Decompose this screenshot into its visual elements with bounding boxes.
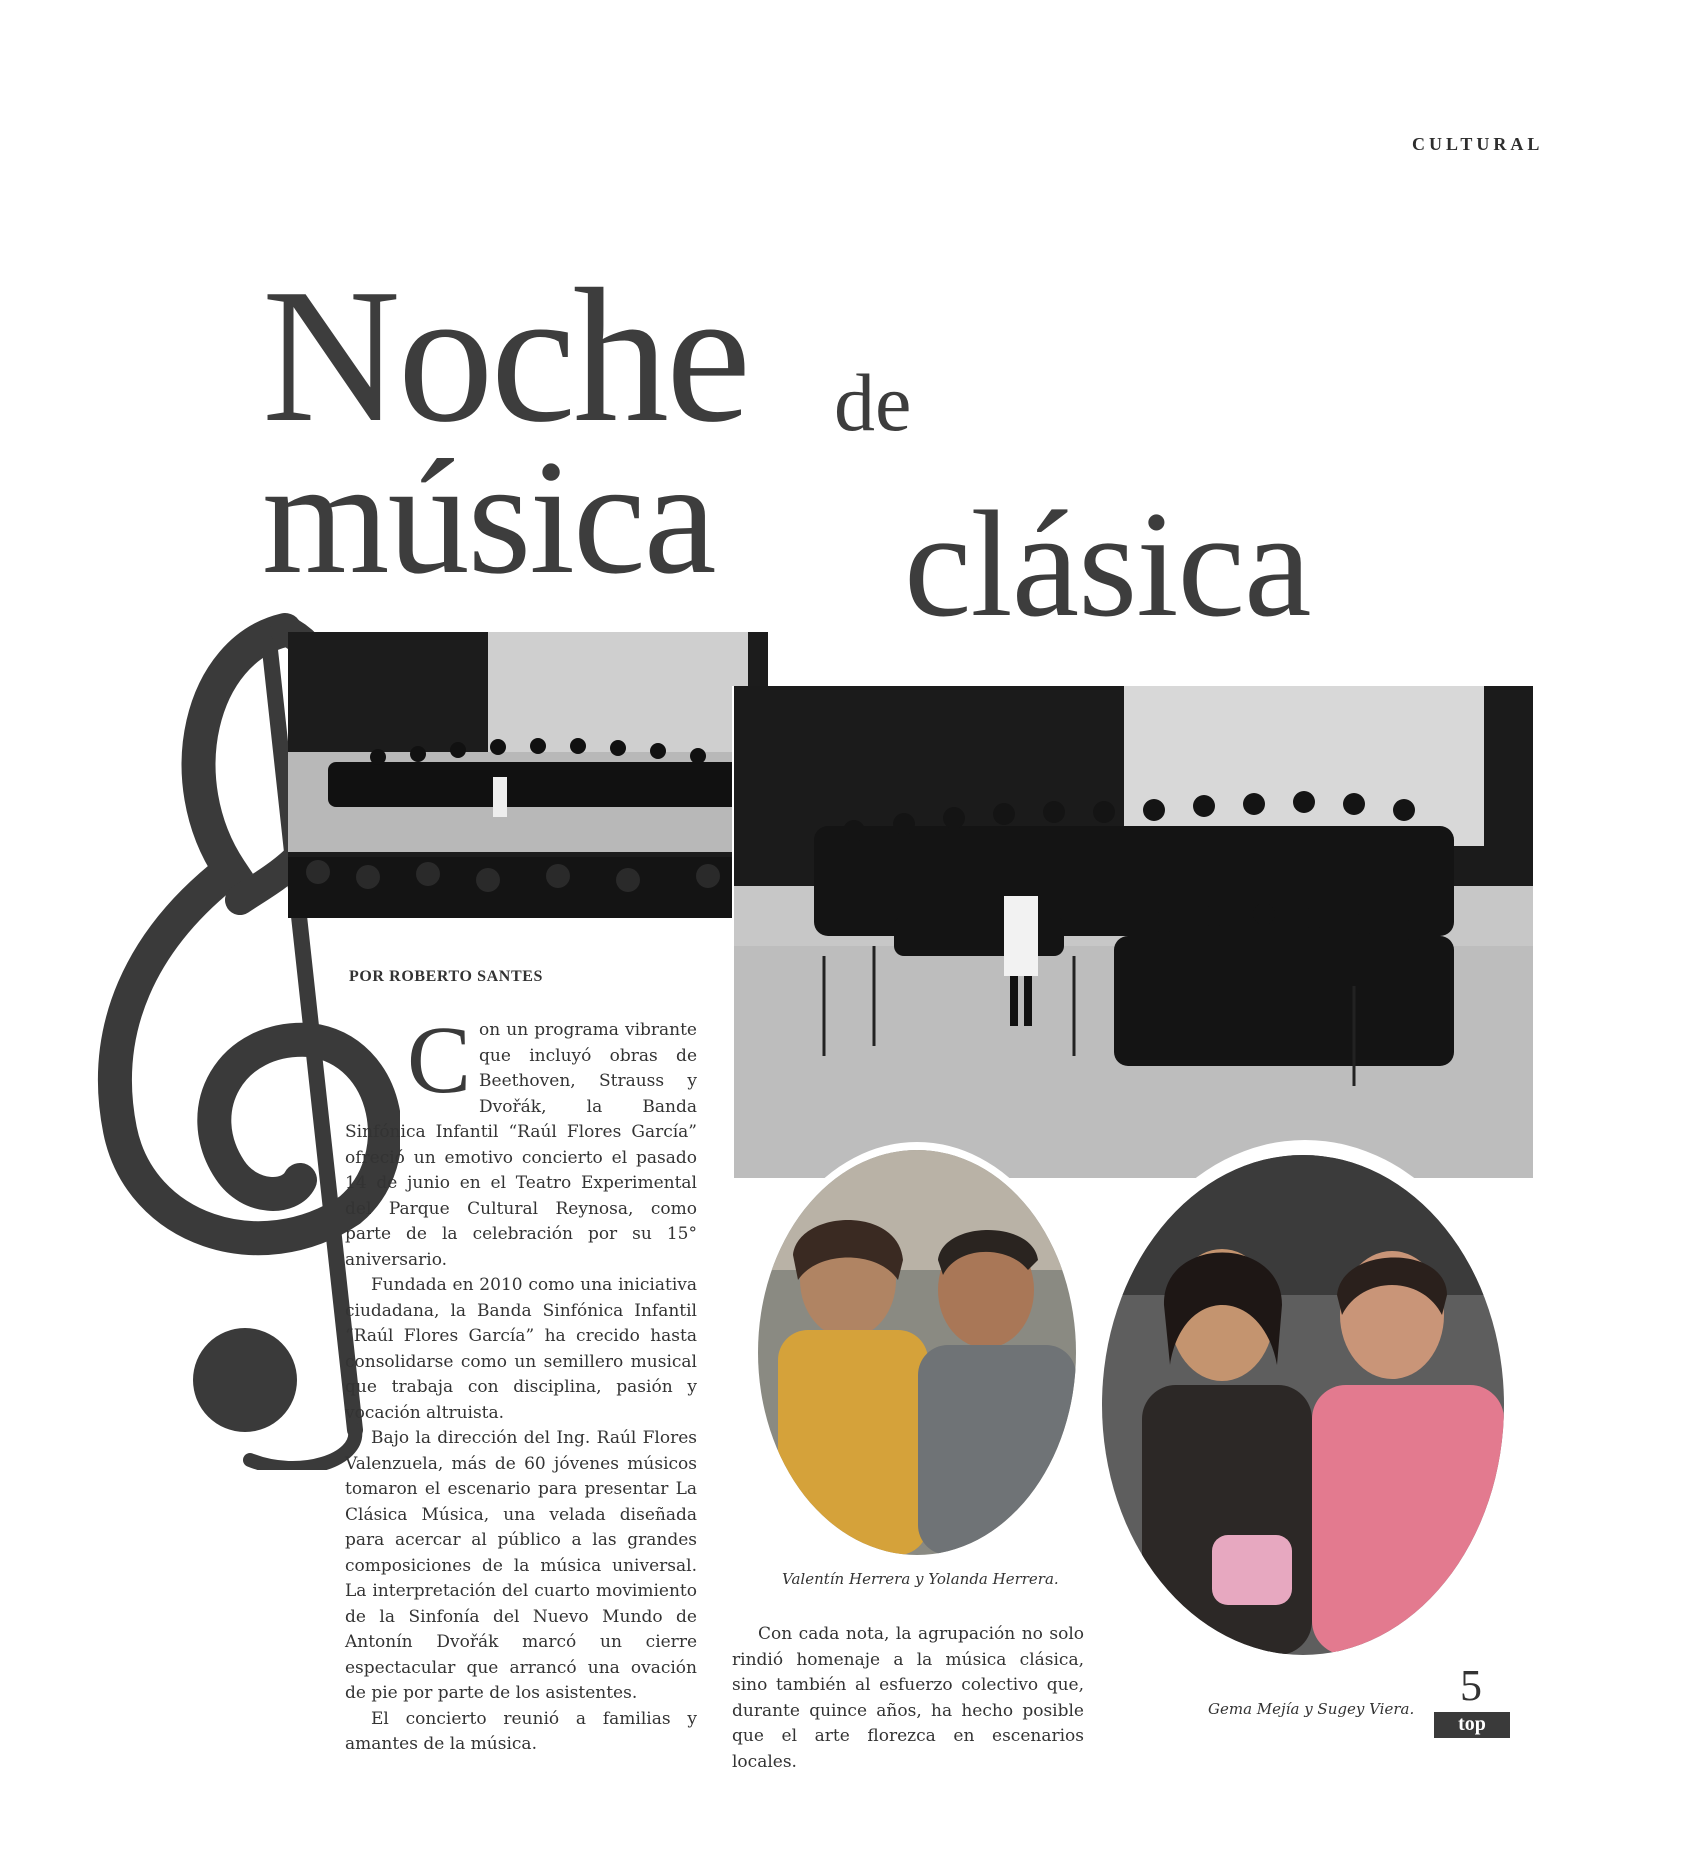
- byline: POR ROBERTO SANTES: [349, 968, 543, 985]
- portrait-photo-couple: [758, 1150, 1076, 1555]
- title-small-word: de: [834, 357, 912, 448]
- section-label: CULTURAL: [1412, 134, 1544, 154]
- photo-caption: Valentín Herrera y Yolanda Herrera.: [782, 1570, 1059, 1588]
- article-column-1: [345, 1006, 697, 1758]
- page-number: 5: [1460, 1661, 1482, 1710]
- concert-photo-small: [288, 632, 768, 918]
- article-paragraph: El concierto reunió a familias y amantes de la música.: [345, 1708, 697, 1754]
- article-column-2: [732, 1622, 1084, 1775]
- title-line-3: clásica: [904, 480, 1311, 648]
- article-paragraph: Fundada en 2010 como una iniciativa ciudadana, la Banda Sinfónica Infantil “Raúl Flores García” ha crecido hasta consolidarse como un semillero musical que trabaja con disciplina, pasión y vocación altruista.: [345, 1275, 697, 1423]
- title-line-2: música: [262, 427, 715, 608]
- article-paragraph: Bajo la dirección del Ing. Raúl Flores Valenzuela, más de 60 jóvenes músicos tomaron el escenario para presentar La Clásica Música, una velada diseñada para acercar al público a las grandes composiciones de la música universal. La interpretación del cuarto movimiento de la Sinfonía del Nuevo Mundo de Antonín Dvořák marcó un cierre espectacular que arrancó una ovación de pie por parte de los asistentes.: [345, 1428, 697, 1703]
- article-paragraph: Con cada nota, la agrupación no solo rindió homenaje a la música clásica, sino también al esfuerzo colectivo que, durante quince años, ha hecho posible que el arte florezca en escenarios locales.: [732, 1624, 1084, 1772]
- photo-caption: Gema Mejía y Sugey Viera.: [1208, 1700, 1415, 1718]
- title-line-1: Noche: [262, 249, 749, 462]
- concert-photo-large: [734, 686, 1533, 1178]
- drop-cap: C: [407, 1006, 472, 1113]
- brand-logo: top: [1434, 1712, 1510, 1738]
- portrait-photo-women: [1102, 1155, 1504, 1655]
- article-paragraph: on un programa vibrante que incluyó obras de Beethoven, Strauss y Dvořák, la Banda Sinfónica Infantil “Raúl Flores García” ofreció un emotivo concierto el pasado 14 de junio en el Teatro Experimental del Parque Cultural Reynosa, como parte de la celebración por su 15° aniversario.: [345, 1020, 697, 1270]
